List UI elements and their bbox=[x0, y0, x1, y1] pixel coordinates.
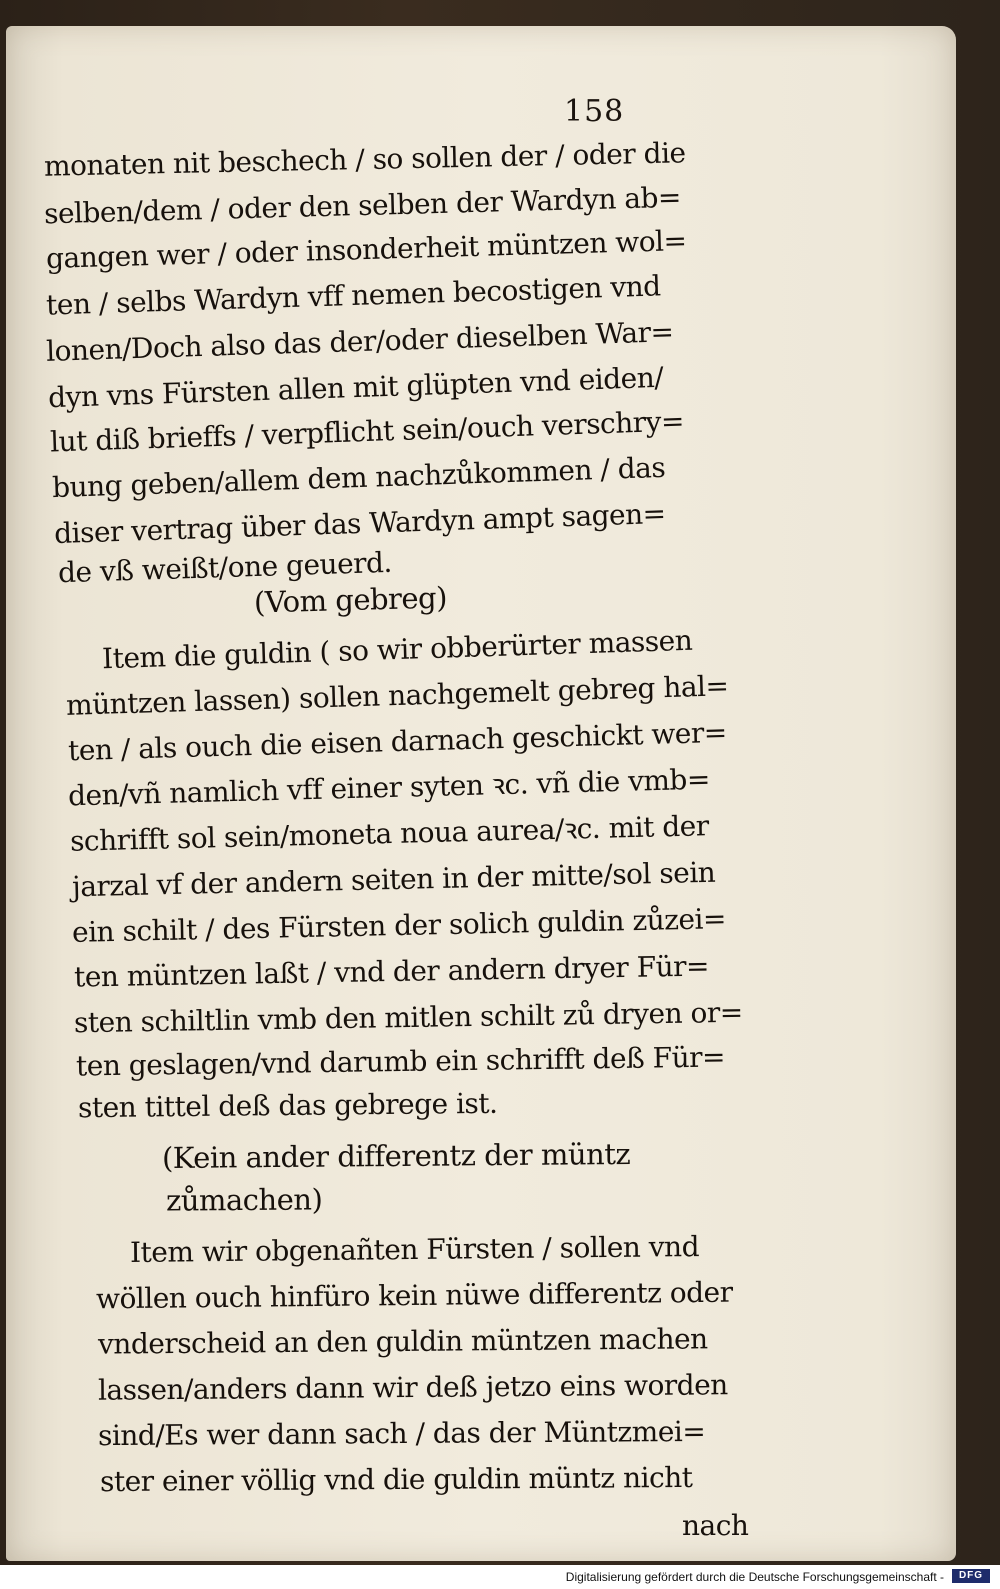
funding-notice: Digitalisierung gefördert durch die Deutsche Forschungsgemeinschaft - bbox=[565, 1570, 944, 1584]
text-line: lonen/Doch also das der/oder dieselben War= bbox=[45, 315, 674, 368]
text-line: de vß weißt/one geuerd. bbox=[57, 545, 393, 590]
text-line: diser vertrag über das Wardyn ampt sagen= bbox=[53, 496, 667, 551]
text-line: schrifft sol sein/moneta noua aurea/ꝛc. mit der bbox=[69, 809, 710, 858]
section-heading: zůmachen) bbox=[165, 1182, 323, 1218]
page-number: 158 bbox=[564, 94, 625, 129]
book-page bbox=[6, 26, 956, 1561]
text-line: ein schilt / des Fürsten der solich guldin zůzei= bbox=[71, 902, 727, 949]
text-line: müntzen lassen) sollen nachgemelt gebreg hal= bbox=[65, 669, 729, 722]
text-line: den/vñ namlich vff einer syten ꝛc. vñ die vmb= bbox=[67, 762, 711, 813]
dfg-logo-icon: DFG bbox=[952, 1569, 990, 1583]
text-line: wöllen ouch hinfüro kein nüwe differentz oder bbox=[95, 1275, 733, 1316]
text-line: Item wir obgenañten Fürsten / sollen vnd bbox=[129, 1230, 700, 1269]
text-line: monaten nit beschech / so sollen der / oder die bbox=[43, 136, 686, 183]
text-line: sten tittel deß das gebrege ist. bbox=[77, 1086, 498, 1125]
text-line: dyn vns Fürsten allen mit glüpten vnd eiden/ bbox=[47, 360, 664, 415]
text-line: ten / selbs Wardyn vff nemen becostigen vnd bbox=[45, 269, 662, 322]
text-line: ster einer völlig vnd die guldin müntz nicht bbox=[99, 1460, 693, 1499]
text-line: lassen/anders dann wir deß jetzo eins worden bbox=[97, 1368, 728, 1407]
text-line: ten geslagen/vnd darumb ein schrifft deß Für= bbox=[75, 1040, 726, 1083]
text-line: vnderscheid an den guldin müntzen machen bbox=[97, 1322, 708, 1361]
catchword: nach bbox=[682, 1509, 749, 1542]
text-line: Item die guldin ( so wir obberürter massen bbox=[101, 623, 693, 676]
text-line: selben/dem / oder den selben der Wardyn ab= bbox=[43, 180, 682, 231]
text-line: bung geben/allem dem nachzůkommen / das bbox=[51, 450, 666, 505]
text-line: sten schiltlin vmb den mitlen schilt zů dryen or= bbox=[73, 995, 743, 1040]
section-heading: (Vom gebreg) bbox=[253, 580, 448, 620]
text-line: jarzal vf der andern seiten in der mitte/sol sein bbox=[71, 855, 716, 904]
text-line: ten / als ouch die eisen darnach geschickt wer= bbox=[67, 715, 728, 768]
text-line: lut diß brieffs / verpflicht sein/ouch verschry= bbox=[49, 404, 685, 459]
section-heading: (Kein ander differentz der müntz bbox=[161, 1136, 631, 1176]
funding-footer bbox=[0, 1565, 1000, 1589]
text-line: sind/Es wer dann sach / das der Müntzmei= bbox=[97, 1414, 706, 1453]
text-line: ten müntzen laßt / vnd der andern dryer Für= bbox=[73, 949, 710, 994]
text-line: gangen wer / oder insonderheit müntzen wol= bbox=[45, 224, 687, 275]
